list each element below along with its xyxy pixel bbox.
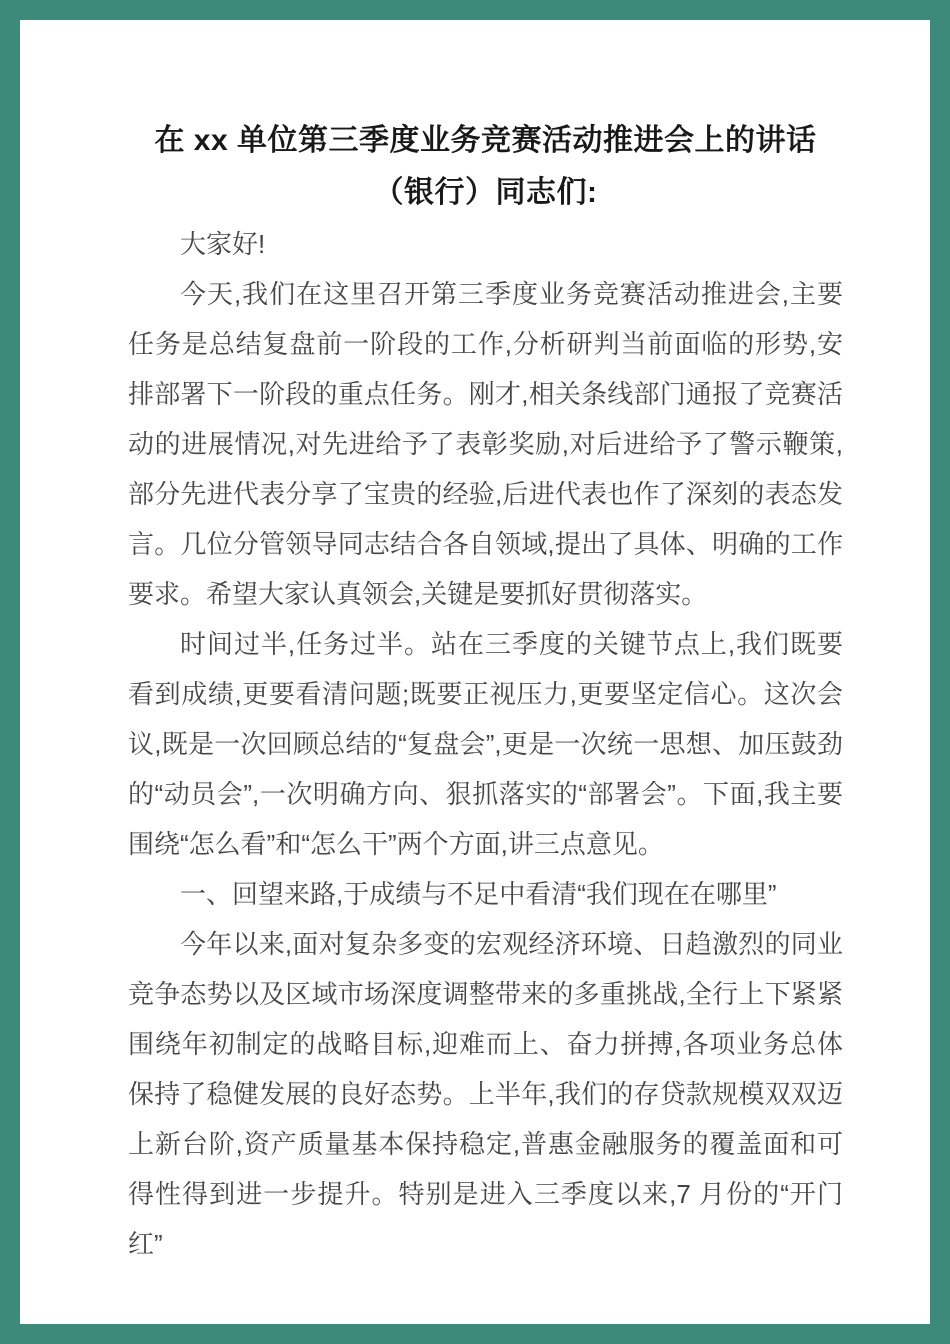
- document-title: 在 xx 单位第三季度业务竞赛活动推进会上的讲话: [154, 124, 817, 157]
- document-body: [128, 219, 843, 1269]
- section-heading-one: 一、回望来路,于成绩与不足中看清“我们现在在哪里”: [180, 879, 777, 909]
- paragraph-greeting: 大家好!: [180, 229, 266, 259]
- document-page: [20, 20, 930, 1324]
- document-subtitle-salutation: （银行）同志们:: [373, 176, 598, 209]
- paragraph-meeting-purpose: 今天,我们在这里召开第三季度业务竞赛活动推进会,主要任务是总结复盘前一阶段的工作,分析研判当前面临的形势,安排部署下一阶段的重点任务。刚才,相关条线部门通报了竞赛活动的进展情况,对先进给予了表彰奖励,对后进给予了警示鞭策,部分先进代表分享了宝贵的经验,后进代表也作了深刻的表态发言。几位分管领导同志结合各自领域,提出了具体、明确的工作要求。希望大家认真领会,关键是要抓好贯彻落实。: [128, 279, 843, 609]
- paragraph-year-progress: 今年以来,面对复杂多变的宏观经济环境、日趋激烈的同业竞争态势以及区域市场深度调整带来的多重挑战,全行上下紧紧围绕年初制定的战略目标,迎难而上、奋力拼搏,各项业务总体保持了稳健发展的良好态势。上半年,我们的存贷款规模双双迈上新台阶,资产质量基本保持稳定,普惠金融服务的覆盖面和可得性得到进一步提升。特别是进入三季度以来,7 月份的“开门红”: [128, 929, 843, 1259]
- paragraph-halftime-review: 时间过半,任务过半。站在三季度的关键节点上,我们既要看到成绩,更要看清问题;既要正视压力,更要坚定信心。这次会议,既是一次回顾总结的“复盘会”,更是一次统一思想、加压鼓劲的“动员会”,一次明确方向、狠抓落实的“部署会”。下面,我主要围绕“怎么看”和“怎么干”两个方面,讲三点意见。: [128, 629, 843, 859]
